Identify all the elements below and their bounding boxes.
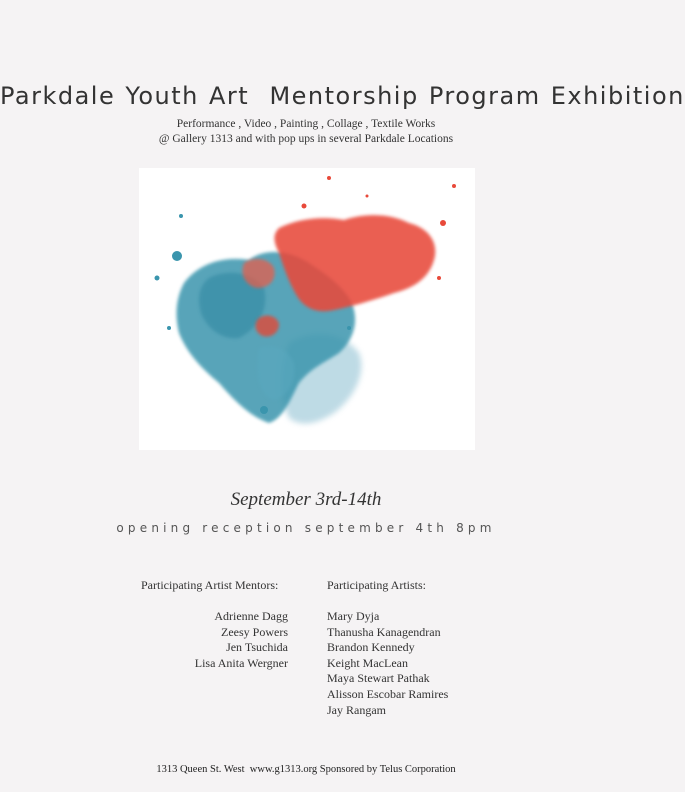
red-wash <box>274 215 435 311</box>
watercolor-artwork <box>139 168 475 450</box>
artist-name: Keight MacLean <box>327 655 408 670</box>
mentors-list <box>195 609 288 671</box>
mentor-name: Adrienne Dagg <box>214 609 288 623</box>
mentor-name: Zeesy Powers <box>221 624 288 639</box>
artist-name: Maya Stewart Pathak <box>327 671 430 686</box>
opening-reception: opening reception september 4th 8pm <box>116 521 496 535</box>
venue-line: @ Gallery 1313 and with pop ups in several Parkdale Locations <box>158 133 454 145</box>
artist-name: Brandon Kennedy <box>327 640 415 655</box>
artist-name: Mary Dyja <box>327 609 380 623</box>
artist-name: Alisson Escobar Ramires <box>327 686 449 701</box>
media-types-line: Performance , Video , Painting , Collage , Textile Works <box>176 118 436 130</box>
exhibition-title: Parkdale Youth Art Mentorship Program Exhibition <box>0 82 685 110</box>
mentor-name: Lisa Anita Wergner <box>194 655 288 670</box>
artist-name: Jay Rangam <box>327 702 386 717</box>
footer-sponsor-line: 1313 Queen St. West www.g1313.org Sponsored by Telus Corporation <box>156 764 456 775</box>
artist-name: Thanusha Kanagendran <box>327 624 441 639</box>
mentor-name: Jen Tsuchida <box>226 640 288 655</box>
mentors-heading: Participating Artist Mentors: <box>141 578 279 592</box>
exhibition-dates: September 3rd-14th <box>230 489 382 510</box>
artists-list <box>327 609 448 718</box>
artists-heading: Participating Artists: <box>327 578 426 592</box>
